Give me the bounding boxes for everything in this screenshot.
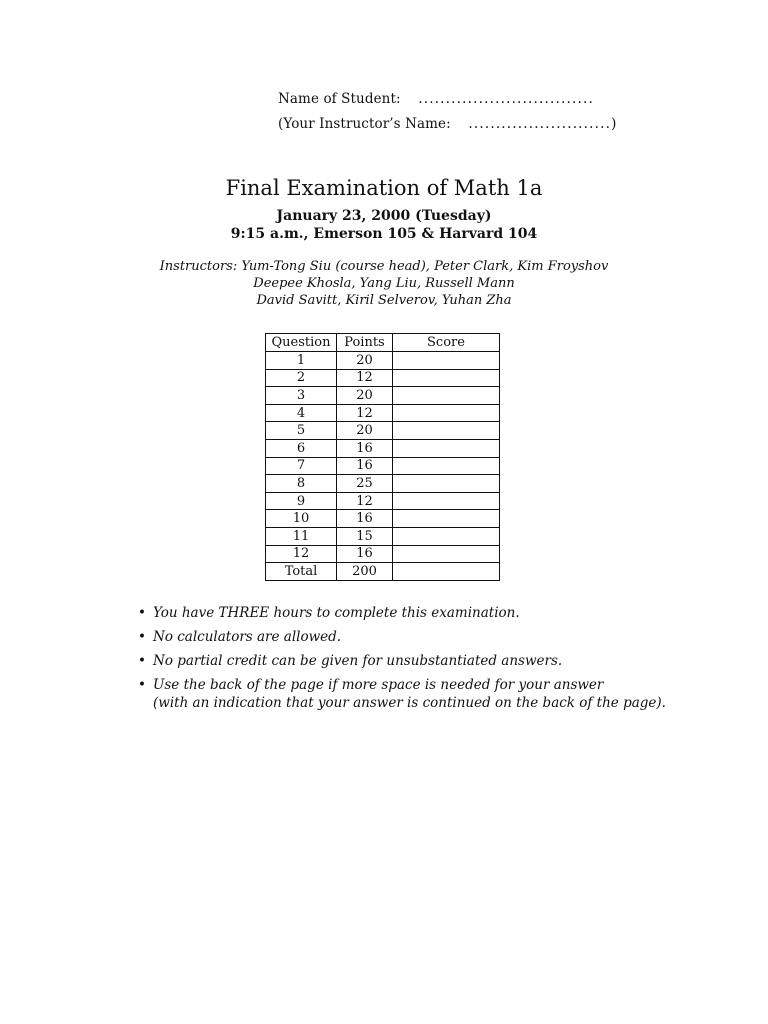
instruction-text: Use the back of the page if more space is needed for your answer bbox=[153, 677, 604, 693]
score-cell[interactable] bbox=[393, 422, 500, 440]
instruction-text: You have THREE hours to complete this examination. bbox=[153, 605, 520, 621]
instructor-name-label: (Your Instructor’s Name: bbox=[278, 116, 451, 132]
exam-date: January 23, 2000 (Tuesday) bbox=[276, 208, 492, 224]
question-cell: 5 bbox=[266, 422, 337, 440]
table-row bbox=[266, 369, 500, 387]
instructor-name-line bbox=[278, 116, 617, 132]
score-cell[interactable] bbox=[393, 563, 500, 581]
points-cell: 20 bbox=[337, 352, 393, 370]
instructor-name-close: ) bbox=[611, 116, 617, 132]
instructors-line-3: David Savitt, Kiril Selverov, Yuhan Zha bbox=[256, 293, 512, 308]
instruction-text: No calculators are allowed. bbox=[153, 629, 342, 645]
question-cell: 6 bbox=[266, 439, 337, 457]
table-row bbox=[266, 563, 500, 581]
points-cell: 20 bbox=[337, 422, 393, 440]
instruction-text: (with an indication that your answer is continued on the back of the page). bbox=[153, 695, 666, 711]
question-cell: 7 bbox=[266, 457, 337, 475]
score-cell[interactable] bbox=[393, 527, 500, 545]
instructors-line-2: Deepee Khosla, Yang Liu, Russell Mann bbox=[253, 276, 515, 291]
bullet-icon: • bbox=[138, 677, 146, 693]
column-header-points: Points bbox=[337, 334, 393, 352]
question-cell: 4 bbox=[266, 404, 337, 422]
score-cell[interactable] bbox=[393, 369, 500, 387]
score-table-header-row bbox=[266, 334, 500, 352]
exam-title: Final Examination of Math 1a bbox=[225, 176, 543, 200]
question-cell: 12 bbox=[266, 545, 337, 563]
points-cell: 25 bbox=[337, 475, 393, 493]
instructions-list bbox=[138, 604, 666, 718]
table-row bbox=[266, 439, 500, 457]
bullet-icon: • bbox=[138, 629, 146, 645]
instructor-name-field[interactable]: .......................... bbox=[468, 116, 612, 132]
points-cell: 200 bbox=[337, 563, 393, 581]
table-row bbox=[266, 404, 500, 422]
table-row bbox=[266, 475, 500, 493]
points-cell: 12 bbox=[337, 369, 393, 387]
score-cell[interactable] bbox=[393, 475, 500, 493]
student-name-line bbox=[278, 91, 594, 107]
points-cell: 15 bbox=[337, 527, 393, 545]
student-name-field[interactable]: ................................ bbox=[418, 91, 594, 107]
points-cell: 16 bbox=[337, 545, 393, 563]
question-cell: 3 bbox=[266, 387, 337, 405]
question-cell: Total bbox=[266, 563, 337, 581]
column-header-score: Score bbox=[393, 334, 500, 352]
score-cell[interactable] bbox=[393, 352, 500, 370]
table-row bbox=[266, 387, 500, 405]
score-cell[interactable] bbox=[393, 545, 500, 563]
instructors-line-1: Instructors: Yum-Tong Siu (course head), Peter Clark, Kim Froyshov bbox=[159, 259, 609, 274]
instruction-text: No partial credit can be given for unsubstantiated answers. bbox=[153, 653, 563, 669]
table-row bbox=[266, 510, 500, 528]
score-table bbox=[265, 333, 500, 581]
instruction-item bbox=[138, 604, 666, 622]
bullet-icon: • bbox=[138, 605, 146, 621]
question-cell: 2 bbox=[266, 369, 337, 387]
student-name-label: Name of Student: bbox=[278, 91, 401, 107]
table-row bbox=[266, 457, 500, 475]
question-cell: 1 bbox=[266, 352, 337, 370]
question-cell: 11 bbox=[266, 527, 337, 545]
points-cell: 12 bbox=[337, 492, 393, 510]
exam-time-place: 9:15 a.m., Emerson 105 & Harvard 104 bbox=[230, 226, 538, 242]
question-cell: 10 bbox=[266, 510, 337, 528]
table-row bbox=[266, 545, 500, 563]
points-cell: 16 bbox=[337, 510, 393, 528]
score-cell[interactable] bbox=[393, 404, 500, 422]
column-header-question: Question bbox=[266, 334, 337, 352]
points-cell: 20 bbox=[337, 387, 393, 405]
points-cell: 16 bbox=[337, 457, 393, 475]
table-row bbox=[266, 422, 500, 440]
bullet-icon: • bbox=[138, 653, 146, 669]
points-cell: 12 bbox=[337, 404, 393, 422]
table-row bbox=[266, 352, 500, 370]
score-cell[interactable] bbox=[393, 387, 500, 405]
question-cell: 9 bbox=[266, 492, 337, 510]
question-cell: 8 bbox=[266, 475, 337, 493]
score-cell[interactable] bbox=[393, 457, 500, 475]
score-cell[interactable] bbox=[393, 510, 500, 528]
instruction-item bbox=[138, 676, 666, 712]
score-cell[interactable] bbox=[393, 492, 500, 510]
table-row bbox=[266, 492, 500, 510]
score-cell[interactable] bbox=[393, 439, 500, 457]
instruction-item bbox=[138, 628, 666, 646]
instruction-item bbox=[138, 652, 666, 670]
table-row bbox=[266, 527, 500, 545]
points-cell: 16 bbox=[337, 439, 393, 457]
